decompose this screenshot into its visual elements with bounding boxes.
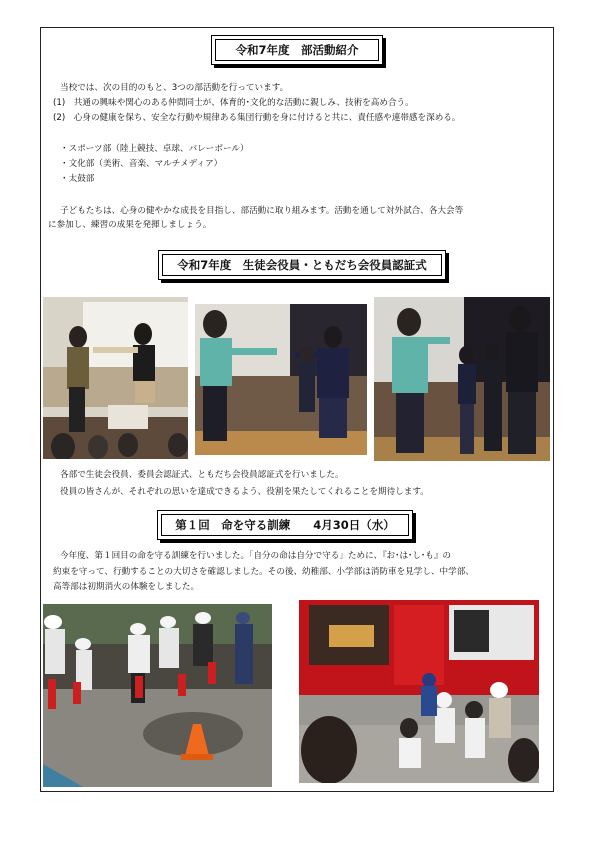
section3-text-1: 今年度、第１回目の命を守る訓練を行いました。「自分の命は自分で守る」ために、『お･は･し･も』の bbox=[60, 551, 452, 561]
ceremony-photo-1 bbox=[43, 297, 188, 459]
ceremony-photo-2 bbox=[195, 304, 367, 455]
ceremony-photo-3 bbox=[374, 297, 550, 461]
section3-title: 第１回 命を守る訓練 4月30日（水） bbox=[157, 510, 413, 540]
drill-photo-2 bbox=[299, 600, 539, 783]
section1-purpose-2: (2) 心身の健康を保ち、安全な行動や規律ある集団行動を身に付けると共に、責任感や連帯感を深める。 bbox=[53, 113, 461, 123]
drill-photo-1 bbox=[43, 604, 272, 787]
section1-closing-1: 子どもたちは、心身の健やかな成長を目指し、部活動に取り組みます。活動を通して対外試合、各大会等 bbox=[60, 206, 464, 216]
section2-text-2: 役員の皆さんが、それぞれの思いを達成できるよう、役割を果たしてくれることを期待します。 bbox=[60, 487, 429, 497]
section2-title: 令和7年度 生徒会役員・ともだち会役員認証式 bbox=[158, 250, 446, 280]
section1-intro: 当校では、次の目的のもと、3つの部活動を行っています。 bbox=[60, 83, 289, 93]
club-item: ・スポーツ部（陸上競技、卓球、バレーボール） bbox=[60, 144, 249, 154]
section3-text-2: 約束を守って、行動することの大切さを確認しました。その後、幼稚部、小学部は消防車を見学し、中学部、 bbox=[53, 567, 474, 577]
section1-closing-2: に参加し、練習の成果を発揮しましょう。 bbox=[48, 220, 212, 230]
club-item: ・文化部（美術、音楽、マルチメディア） bbox=[60, 159, 223, 169]
club-item: ・太鼓部 bbox=[60, 174, 95, 184]
section3-text-3: 高等部は初期消火の体験をしました。 bbox=[53, 582, 200, 592]
section1-title: 令和7年度 部活動紹介 bbox=[211, 35, 383, 65]
section2-text-1: 各部で生徒会役員、委員会認証式、ともだち会役員認証式を行いました。 bbox=[60, 470, 344, 480]
section1-purpose-1: (1) 共通の興味や関心のある仲間同士が、体育的･文化的な活動に親しみ、技術を高め合う。 bbox=[53, 98, 414, 108]
